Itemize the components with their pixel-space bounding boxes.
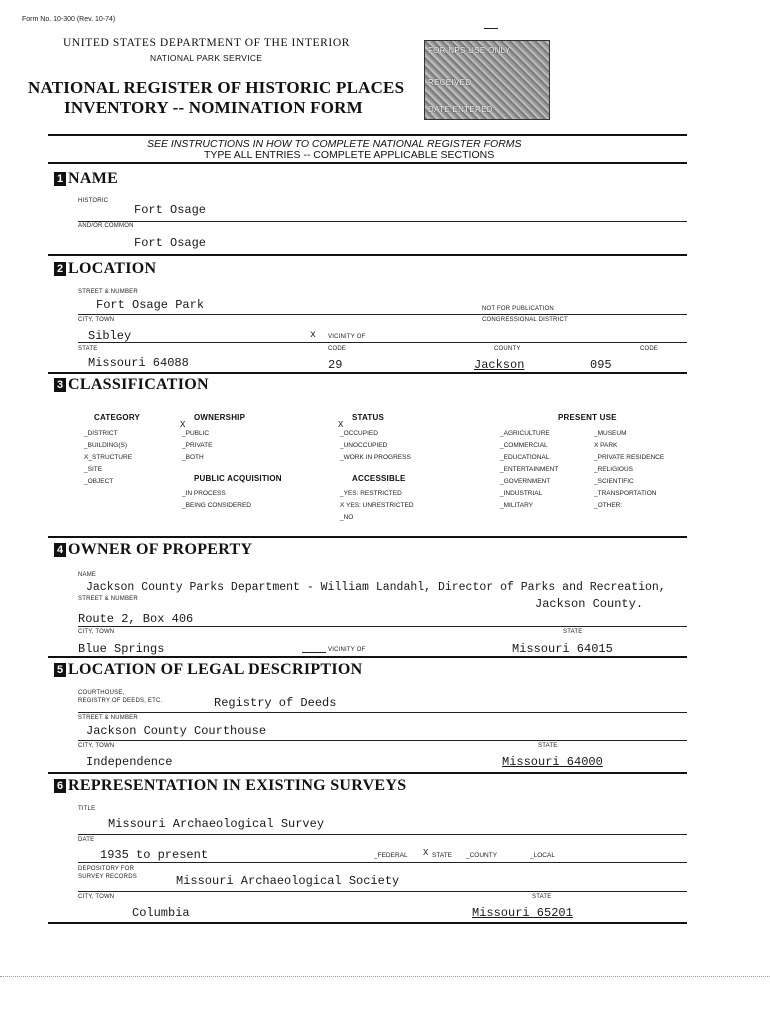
accessible-options <box>340 488 414 524</box>
department-name: UNITED STATES DEPARTMENT OF THE INTERIOR <box>63 37 351 49</box>
rule <box>78 834 687 835</box>
vicinity-label: VICINITY OF <box>328 334 366 340</box>
section-number: 1 <box>54 172 66 186</box>
instructions-rule <box>48 162 687 164</box>
survey-state-value: Missouri 65201 <box>472 906 573 920</box>
vicinity-mark: x <box>310 330 317 341</box>
rule <box>48 772 687 774</box>
state-value: Missouri 64088 <box>88 356 189 370</box>
form-number: Form No. 10-300 (Rev. 10-74) <box>22 16 116 23</box>
scan-edge-line <box>0 976 770 977</box>
section-number: 6 <box>54 779 66 793</box>
survey-date-value: 1935 to present <box>100 848 209 862</box>
option: _PRIVATE <box>182 442 213 449</box>
status-heading: STATUS <box>352 413 385 422</box>
legal-city-value: Independence <box>86 755 173 769</box>
city-value: Sibley <box>88 329 132 343</box>
historic-label: HISTORIC <box>78 198 109 204</box>
county-code-label: CODE <box>640 346 659 352</box>
present-use-heading: PRESENT USE <box>558 413 617 422</box>
survey-records-label: SURVEY RECORDS <box>78 874 137 880</box>
option: _DISTRICT <box>84 430 118 437</box>
historic-name-value: Fort Osage <box>134 203 207 217</box>
survey-title-label: TITLE <box>78 806 96 812</box>
state-label: STATE <box>78 346 98 352</box>
section-1-header <box>54 170 118 188</box>
stamp-line1: FOR NPS USE ONLY <box>428 46 511 55</box>
option: _INDUSTRIAL <box>500 490 543 497</box>
option: _IN PROCESS <box>182 490 226 497</box>
section-number: 2 <box>54 262 66 276</box>
owner-city-value: Blue Springs <box>78 642 165 656</box>
option: _RELIGIOUS <box>594 466 634 473</box>
street-label: STREET & NUMBER <box>78 289 138 295</box>
legal-state-label: STATE <box>538 743 558 749</box>
nps-use-only-stamp <box>424 40 550 120</box>
section-title: OWNER OF PROPERTY <box>68 541 253 558</box>
depository-value: Missouri Archaeological Society <box>176 874 400 888</box>
local-option: _LOCAL <box>530 852 555 859</box>
not-for-publication: NOT FOR PUBLICATION <box>482 306 554 312</box>
section-4-header <box>54 541 252 559</box>
rule <box>48 536 687 538</box>
section-5-header <box>54 661 363 679</box>
common-name-label: AND/OR COMMON <box>78 223 134 229</box>
form-title-line1: NATIONAL REGISTER OF HISTORIC PLACES <box>28 78 405 97</box>
survey-date-label: DATE <box>78 837 95 843</box>
section-title: LOCATION OF LEGAL DESCRIPTION <box>68 661 363 678</box>
option: _SCIENTIFIC <box>594 478 634 485</box>
section-number: 4 <box>54 543 66 557</box>
section-number: 3 <box>54 378 66 392</box>
owner-name-value: Jackson County Parks Department - William Landahl, Director of Parks and Recreation, <box>86 581 666 594</box>
depository-label: DEPOSITORY FOR <box>78 866 135 872</box>
owner-name-label: NAME <box>78 572 97 578</box>
county-option: _COUNTY <box>466 852 498 859</box>
option: X PARK <box>594 442 618 449</box>
option: _COMMERCIAL <box>500 442 548 449</box>
stamp-date-entered: DATE ENTERED <box>428 105 493 114</box>
owner-state-value: Missouri 64015 <box>512 642 613 656</box>
owner-city-label: CITY, TOWN <box>78 629 115 635</box>
legal-city-label: CITY, TOWN <box>78 743 115 749</box>
owner-state-label: STATE <box>563 629 583 635</box>
instructions-line2: TYPE ALL ENTRIES -- COMPLETE APPLICABLE SECTIONS <box>204 149 495 161</box>
owner-street-value: Route 2, Box 406 <box>78 612 194 626</box>
option: _NO <box>340 514 354 521</box>
section-number: 5 <box>54 663 66 677</box>
county-label: COUNTY <box>494 346 521 352</box>
ownership-mark: X <box>180 420 186 430</box>
owner-vicinity-label: VICINITY OF <box>328 647 366 653</box>
option: _TRANSPORTATION <box>594 490 657 497</box>
rule <box>78 740 687 741</box>
owner-name-continued: Jackson County. <box>535 597 644 611</box>
option: _MILITARY <box>500 502 533 509</box>
option: _AGRICULTURE <box>500 430 550 437</box>
option: _ENTERTAINMENT <box>500 466 559 473</box>
state-option: STATE <box>432 852 452 859</box>
rule <box>48 372 687 374</box>
survey-city-value: Columbia <box>132 906 190 920</box>
option: _OBJECT <box>84 478 114 485</box>
option: _BEING CONSIDERED <box>182 502 251 509</box>
county-code-value: 095 <box>590 358 612 372</box>
option: _PRIVATE RESIDENCE <box>594 454 665 461</box>
registry-label: REGISTRY OF DEEDS, ETC. <box>78 698 163 704</box>
rule <box>78 862 687 863</box>
option: _WORK IN PROGRESS <box>340 454 411 461</box>
city-label: CITY, TOWN <box>78 317 115 323</box>
category-heading: CATEGORY <box>94 413 141 422</box>
survey-state-label: STATE <box>532 894 552 900</box>
option: X YES: UNRESTRICTED <box>340 502 414 509</box>
option: _YES: RESTRICTED <box>340 490 402 497</box>
rule <box>48 922 687 924</box>
option: _SITE <box>84 466 103 473</box>
option: _MUSEUM <box>594 430 627 437</box>
common-name-value: Fort Osage <box>134 236 207 250</box>
option: _BOTH <box>182 454 204 461</box>
section-3-header <box>54 376 209 394</box>
corner-mark <box>484 28 498 29</box>
option: X_STRUCTURE <box>84 454 133 461</box>
header-rule <box>48 134 687 136</box>
category-options <box>84 428 132 488</box>
congressional-district-label: CONGRESSIONAL DISTRICT <box>482 317 568 323</box>
status-mark: X <box>338 420 344 430</box>
form-title-line2: INVENTORY -- NOMINATION FORM <box>64 98 363 117</box>
option: _EDUCATIONAL <box>500 454 550 461</box>
option: _UNOCCUPIED <box>340 442 388 449</box>
code-value: 29 <box>328 358 343 372</box>
section-title: LOCATION <box>68 260 157 277</box>
rule <box>78 342 687 343</box>
section-title: CLASSIFICATION <box>68 376 209 393</box>
rule <box>78 712 687 713</box>
section-title: REPRESENTATION IN EXISTING SURVEYS <box>68 777 407 794</box>
rule <box>78 626 687 627</box>
ownership-heading: OWNERSHIP <box>194 413 246 422</box>
courthouse-label: COURTHOUSE, <box>78 690 125 696</box>
legal-street-value: Jackson County Courthouse <box>86 724 267 738</box>
survey-title-value: Missouri Archaeological Survey <box>108 817 325 831</box>
option: _OTHER: <box>594 502 623 509</box>
state-option-mark: X <box>423 848 429 858</box>
legal-street-label: STREET & NUMBER <box>78 715 138 721</box>
section-6-header <box>54 777 406 795</box>
county-value: Jackson <box>474 358 525 372</box>
registry-value: Registry of Deeds <box>214 696 337 710</box>
present-use-column-1 <box>500 428 558 512</box>
stamp-received: RECEIVED <box>428 78 472 87</box>
rule <box>48 254 687 256</box>
legal-state-value: Missouri 64000 <box>502 755 603 769</box>
federal-option: _FEDERAL <box>374 852 408 859</box>
section-2-header <box>54 260 156 278</box>
street-value: Fort Osage Park <box>96 298 205 312</box>
rule <box>48 656 687 658</box>
public-acquisition-heading: PUBLIC ACQUISITION <box>194 474 282 483</box>
survey-city-label: CITY, TOWN <box>78 894 115 900</box>
present-use-column-2 <box>594 428 664 512</box>
section-title: NAME <box>68 170 119 187</box>
option: _OCCUPIED <box>340 430 378 437</box>
status-options <box>340 428 411 464</box>
rule <box>78 891 687 892</box>
option: _BUILDING(S) <box>84 442 127 449</box>
service-name: NATIONAL PARK SERVICE <box>150 53 263 63</box>
option: _GOVERNMENT <box>500 478 551 485</box>
accessible-heading: ACCESSIBLE <box>352 474 406 483</box>
rule <box>78 314 687 315</box>
acquisition-options <box>182 488 251 512</box>
instructions-line1: SEE INSTRUCTIONS IN HOW TO COMPLETE NATIONAL REGISTER FORMS <box>147 138 522 150</box>
ownership-options <box>182 428 212 464</box>
option: _PUBLIC <box>182 430 210 437</box>
owner-street-label: STREET & NUMBER <box>78 596 138 602</box>
vicinity-blank <box>302 652 326 653</box>
rule <box>78 221 687 222</box>
code-label: CODE <box>328 346 347 352</box>
